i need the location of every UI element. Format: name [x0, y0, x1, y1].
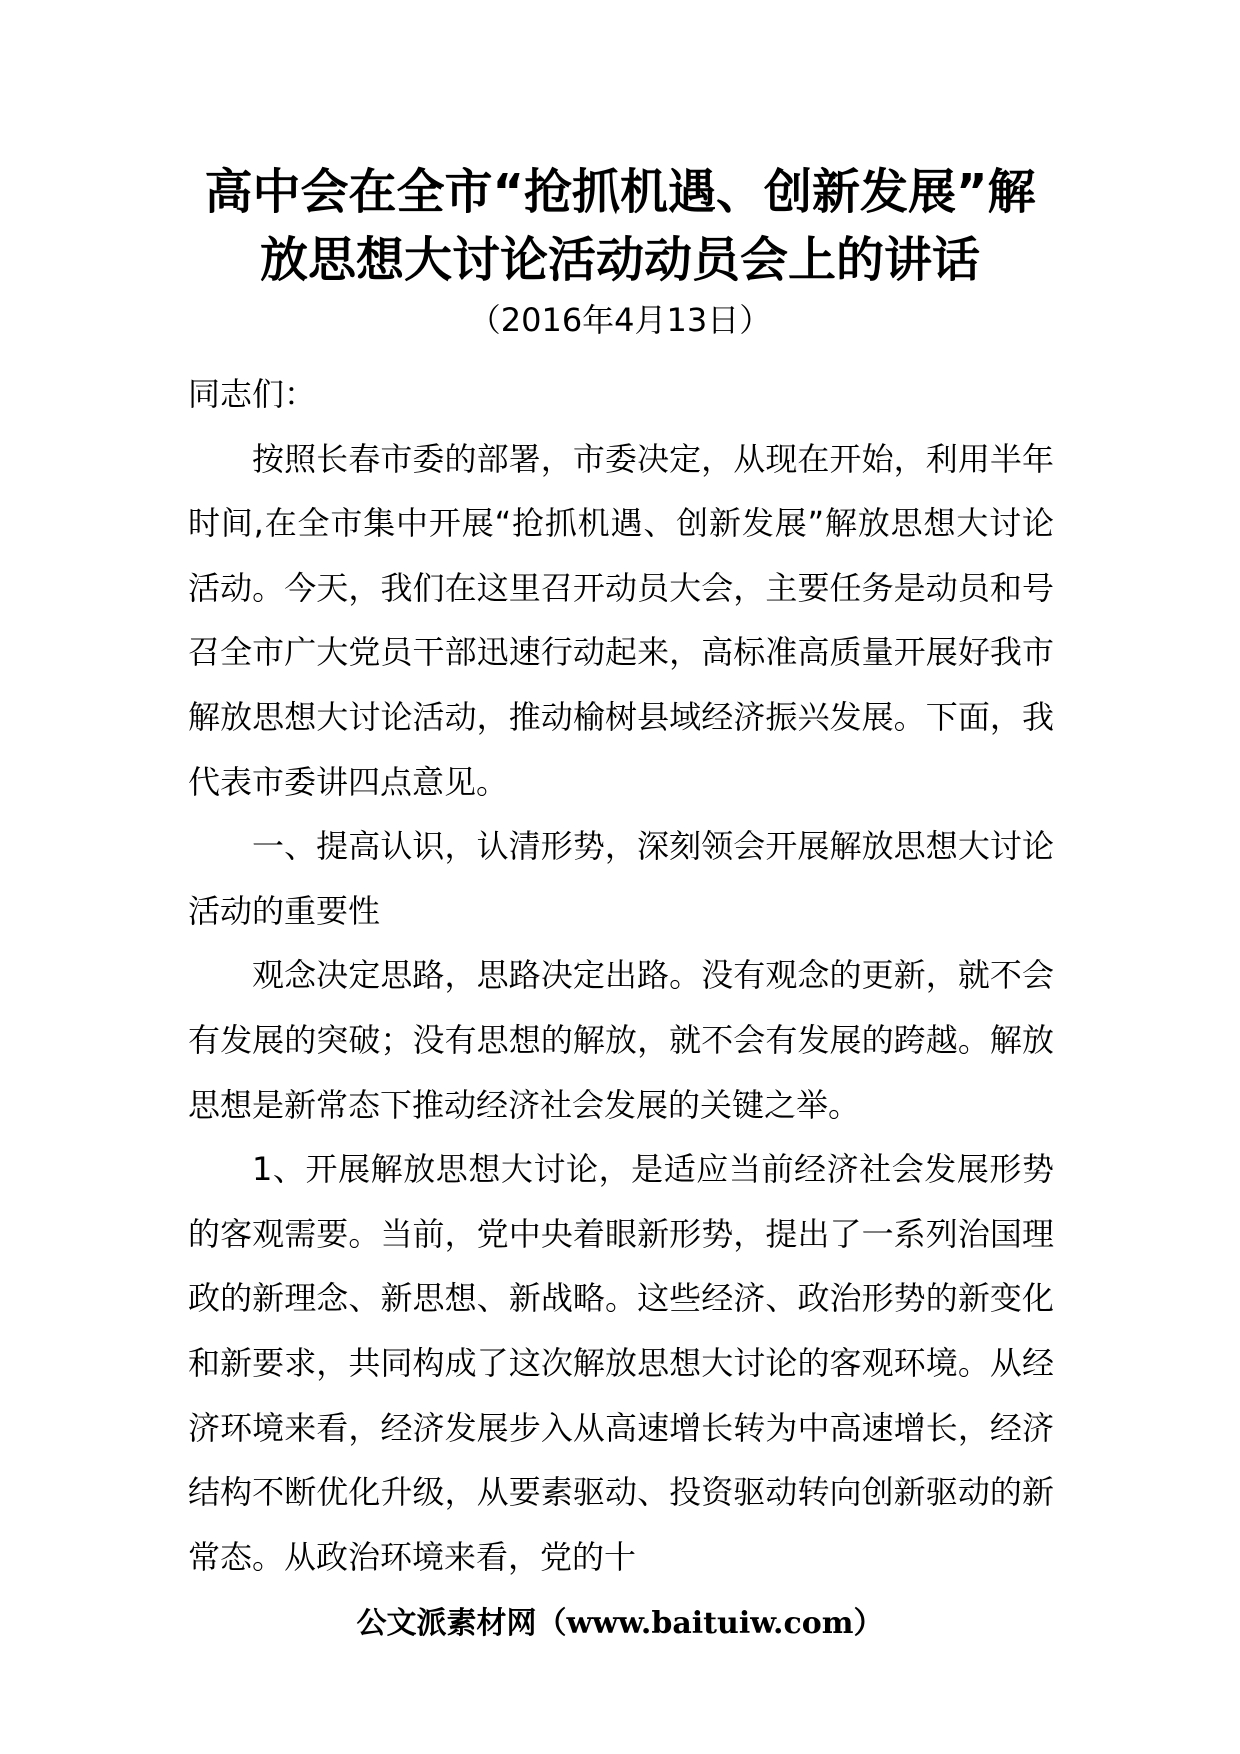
- speech-date: （2016年4月13日）: [468, 301, 772, 339]
- salutation: 同志们：: [188, 375, 317, 413]
- paragraph-point-1: 1、开展解放思想大讨论，是适应当前经济社会发展形势的客观需要。当前，党中央着眼新形势，提出了一系列治国理政的新理念、新思想、新战略。这些经济、政治形势的新变化和新要求，共同构成了这次解放思想大讨论的客观环境。从经济环境来看，经济发展步入从高速增长转为中高速增长，经济结构不断优化升级，从要素驱动、投资驱动转向创新驱动的新常态。从政治环境来看，党的十: [188, 1150, 1054, 1576]
- section-heading-1: 一、提高认识，认清形势，深刻领会开展解放思想大讨论活动的重要性: [188, 827, 1054, 930]
- document-title-line-2: 放思想大讨论活动动员会上的讲话: [259, 232, 980, 288]
- paragraph-intro: 按照长春市委的部署，市委决定，从现在开始，利用半年时间,在全市集中开展“抢抓机遇、创新发展”解放思想大讨论活动。今天，我们在这里召开动员大会，主要任务是动员和号召全市广大党员干部迅速行动起来，高标准高质量开展好我市解放思想大讨论活动，推动榆树县域经济振兴发展。下面，我代表市委讲四点意见。: [188, 439, 1054, 801]
- footer-watermark: 公文派素材网（www.baituiw.com）: [356, 1606, 884, 1641]
- paragraph-section-1: 观念决定思路，思路决定出路。没有观念的更新，就不会有发展的突破；没有思想的解放，就不会有发展的跨越。解放思想是新常态下推动经济社会发展的关键之举。: [188, 956, 1054, 1124]
- document-title-line-1: 高中会在全市“抢抓机遇、创新发展”解: [204, 164, 1036, 220]
- document-body: [188, 362, 1054, 1589]
